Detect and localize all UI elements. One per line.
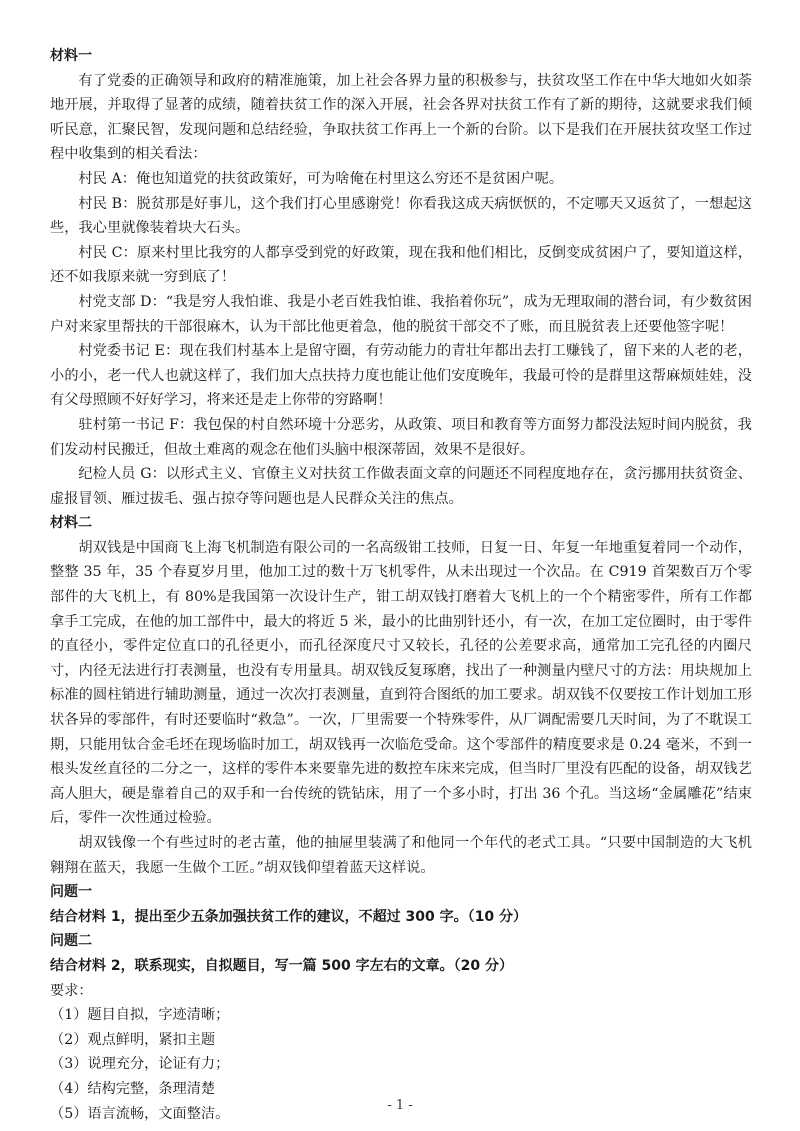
requirements-label: 要求： xyxy=(50,982,93,999)
requirement-item: （3）说理充分，论证有力； xyxy=(50,1056,230,1073)
inspector-g-paragraph: 纪检人员 G：以形式主义、官僚主义对扶贫工作做表面文章的问题还不同程度地存在，贪污挪用扶贫资金、虚报冒领、雁过拔毛、强占掠夺等问题也是人民群众关注的焦点。 xyxy=(50,466,752,507)
material-1-heading: 材料一 xyxy=(50,48,92,64)
party-branch-d-paragraph: 村党支部 D：“我是穷人我怕谁、我是小老百姓我怕谁、我掐着你玩”，成为无理取闹的潜台词，有少数贫困户对来家里帮扶的干部很麻木，认为干部比他更着急，他的脱贫干部交不了账，而且脱贫表上还要他签字呢！ xyxy=(50,293,752,335)
villager-a-paragraph: 村民 A：俺也知道党的扶贫政策好，可为啥俺在村里这么穷还不是贫困户呢。 xyxy=(78,170,564,187)
material-2-paragraph-1: 胡双钱是中国商飞上海飞机制造有限公司的一名高级钳工技师，日复一日、年复一年地重复着同一个动作，整整 35 年，35 个春夏岁月里，他加工过的数十万飞机零件，从未出现过一个次品。在 C919 首架数百万个零部件的大飞机上，有 80%是我国第一次设计生产，钳工胡双钱打磨着大飞机上的一个个精密零件，所有工作都拿手工完成，在他的加工部件中，最大的将近 5 米，最小的比曲别针还小，有一次，在加工定位圈时，由于零件的直径小，零件定位直口的孔径更小，而孔径深度尺寸又较长，孔径的公差要求高，通常加工完孔径的内圈尺寸，内径无法进行打表测量，也没有专用量具。胡双钱反复琢磨，找出了一种测量内壁尺寸的方法：用块规加上标准的圆柱销进行辅助测量，通过一次次打表测量，直到符合图纸的加工要求。胡双钱不仅要按工作计划加工形状各异的零部件，有时还要临时“救急”。一次，厂里需要一个特殊零件，从厂调配需要几天时间，为了不耽误工期，只能用钛合金毛坯在现场临时加工，胡双钱再一次临危受命。这个零部件的精度要求是 0.24 毫米，不到一根头发丝直径的二分之一，这样的零件本来要靠先进的数控车床来完成，但当时厂里没有匹配的设备，胡双钱艺高人胆大，硬是靠着自己的双手和一台传统的铣钻床，用了一个多小时，打出 36 个孔。当这场“金属雕花”结束后，零件一次性通过检验。 xyxy=(50,539,752,827)
question-2-heading: 问题二 xyxy=(50,933,92,950)
requirement-item: （4）结构完整，条理清楚 xyxy=(50,1080,216,1097)
page-number: - 1 - xyxy=(387,1098,413,1113)
party-secretary-e-paragraph: 村党委书记 E：现在我们村基本上是留守圈，有劳动能力的青壮年都出去打工赚钱了，留下来的人老的老，小的小，老一代人也就这样了，我们加大点扶持力度也能让他们安度晚年，我最可怜的是群里这帮麻烦娃娃，没有父母照顾不好好学习，将来还是走上你带的穷路啊！ xyxy=(50,343,752,409)
material-2-heading: 材料二 xyxy=(50,515,92,532)
villager-b-paragraph: 村民 B：脱贫那是好事儿，这个我们打心里感谢党！你看我这成天病恹恹的，不定哪天又返贫了，一想起这些，我心里就像装着块大石头。 xyxy=(50,195,752,237)
question-2-prompt: 结合材料 2，联系现实，自拟题目，写一篇 500 字左右的文章。（20 分） xyxy=(50,957,513,974)
material-1-intro-paragraph: 有了党委的正确领导和政府的精准施策，加上社会各界力量的积极参与，扶贫攻坚工作在中华大地如火如荼地开展，并取得了显著的成绩，随着扶贫工作的深入开展，社会各界对扶贫工作有了新的期待，这就要求我们倾听民意，汇聚民智，发现问题和总结经验，争取扶贫工作再上一个新的台阶。以下是我们在开展扶贫攻坚工作过程中收集到的相关看法： xyxy=(50,72,752,163)
requirement-item: （2）观点鲜明，紧扣主题 xyxy=(50,1031,216,1048)
question-1-prompt: 结合材料 1，提出至少五条加强扶贫工作的建议，不超过 300 字。（10 分） xyxy=(50,908,527,925)
material-2-paragraph-2: 胡双钱像一个有些过时的老古董，他的抽屉里装满了和他同一个年代的老式工具。“只要中国制造的大飞机翱翔在蓝天，我愿一生做个工匠。”胡双钱仰望着蓝天这样说。 xyxy=(50,835,752,876)
question-1-heading: 问题一 xyxy=(50,884,92,901)
villager-c-paragraph: 村民 C：原来村里比我穷的人都享受到党的好政策，现在我和他们相比，反倒变成贫困户了，要知道这样，还不如我原来就一穷到底了！ xyxy=(50,244,752,286)
first-secretary-f-paragraph: 驻村第一书记 F：我包保的村自然环境十分恶劣，从政策、项目和教育等方面努力都没法短时间内脱贫，我们发动村民搬迁，但故土难离的观念在他们头脑中根深蒂固，效果不是很好。 xyxy=(50,416,752,458)
requirement-item: （1）题目自拟，字迹清晰； xyxy=(50,1007,230,1024)
requirement-item: （5）语言流畅，文面整洁。 xyxy=(50,1105,230,1122)
page-content xyxy=(50,44,752,1126)
